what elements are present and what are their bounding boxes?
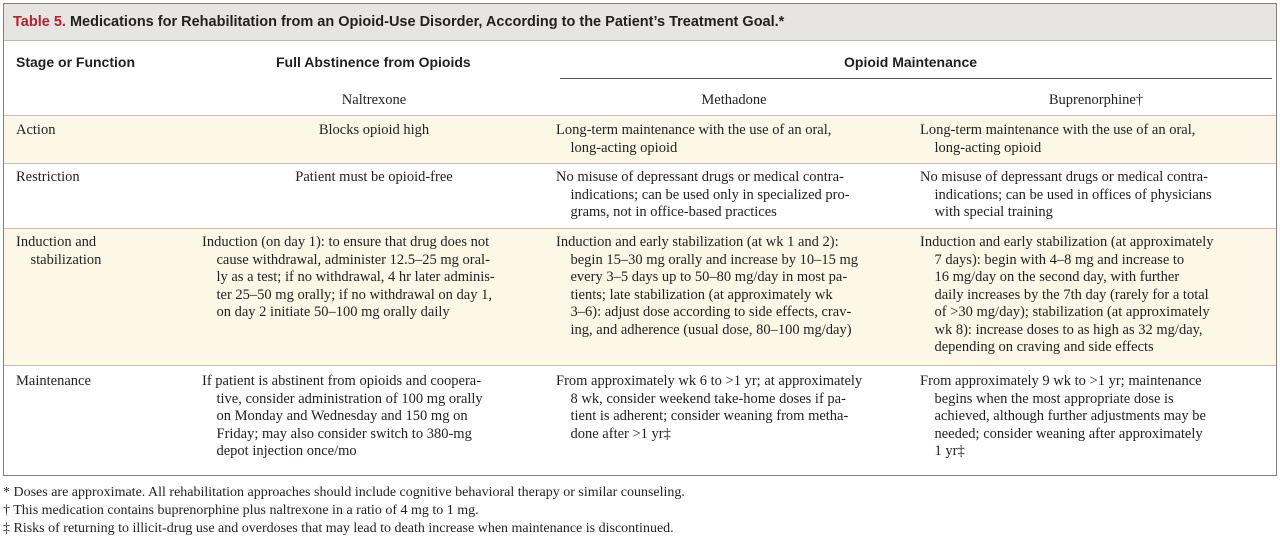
- cell-restriction-buprenorphine: No misuse of depressant drugs or medical contra- indications; can be used in offices of physicians with special training: [920, 169, 1212, 220]
- header-naltrexone: Naltrexone: [341, 92, 407, 108]
- row-stage-induction: Induction and stabilization: [16, 234, 102, 268]
- footnote-risks: ‡ Risks of returning to illicit-drug use and overdoses that may lead to death increase when maintenance is discontinued.: [3, 520, 674, 536]
- footnote-buprenorphine: † This medication contains buprenorphine plus naltrexone in a ratio of 4 mg to 1 mg.: [3, 502, 479, 518]
- cell-maintenance-buprenorphine: From approximately 9 wk to >1 yr; maintenance begins when the most appropriate dose is achieved, although further adjustments may be needed; consider weaning after approximately 1 yr‡: [920, 373, 1206, 459]
- cell-restriction-methadone: No misuse of depressant drugs or medical contra- indications; can be used only in specialized pro- grams, not in office-based practices: [556, 169, 850, 220]
- row-stage-maintenance: Maintenance: [16, 373, 91, 389]
- cell-induction-naltrexone: Induction (on day 1): to ensure that drug does not cause withdrawal, administer 12.5–25 mg oral- ly as a test; if no withdrawal, 4 hr later adminis- ter 25–50 mg orally; if no withdrawal on day 1, on day 2 initiate 50–100 mg orally daily: [202, 234, 495, 320]
- header-methadone: Methadone: [701, 92, 767, 108]
- cell-induction-buprenorphine: Induction and early stabilization (at approximately 7 days): begin with 4–8 mg and increase to 16 mg/day on the second day, with further daily increases by the 7th day (rarely for a total of >30 mg/day); stabilization (at approximately wk 8): increase doses to as high as 32 mg/day, depending on craving and side effects: [920, 234, 1214, 355]
- header-buprenorphine: Buprenorphine†: [1048, 92, 1144, 108]
- cell-action-methadone: Long-term maintenance with the use of an oral, long-acting opioid: [556, 122, 832, 156]
- cell-action-naltrexone: Blocks opioid high: [318, 122, 430, 138]
- row-divider: [4, 163, 1276, 164]
- row-stage-action: Action: [16, 122, 56, 138]
- cell-action-buprenorphine: Long-term maintenance with the use of an oral, long-acting opioid: [920, 122, 1196, 156]
- row-divider: [4, 365, 1276, 366]
- table-label: Table 5.: [13, 14, 66, 30]
- table-caption: Medications for Rehabilitation from an Opioid-Use Disorder, According to the Patient’s Treatment Goal.*: [65, 14, 785, 30]
- row-stage-restriction: Restriction: [16, 169, 80, 185]
- header-opioid-maintenance: Opioid Maintenance: [844, 54, 978, 70]
- header-full-abstinence: Full Abstinence from Opioids: [276, 54, 471, 70]
- cell-restriction-naltrexone: Patient must be opioid-free: [295, 169, 453, 185]
- cell-maintenance-methadone: From approximately wk 6 to >1 yr; at approximately 8 wk, consider weekend take-home doses if pa- tient is adherent; consider weaning from metha- done after >1 yr‡: [556, 373, 863, 442]
- medication-table: [3, 3, 1277, 476]
- table-title: [4, 4, 1276, 41]
- header-stage: Stage or Function: [16, 54, 135, 70]
- footnotes: [3, 484, 1273, 537]
- header-span-rule: [560, 78, 1272, 79]
- cell-maintenance-naltrexone: If patient is abstinent from opioids and coopera- tive, consider administration of 100 mg orally on Monday and Wednesday and 150 mg on Friday; may also consider switch to 380-mg depot injection once/mo: [202, 373, 483, 459]
- cell-induction-methadone: Induction and early stabilization (at wk 1 and 2): begin 15–30 mg orally and increase by 10–15 mg every 3–5 days up to 50–80 mg/day in most pa- tients; late stabilization (at approximately wk 3–6): adjust dose according to side effects, crav- ing, and adherence (usual dose, 80–100 mg/day): [556, 234, 859, 338]
- footnote-doses: * Doses are approximate. All rehabilitation approaches should include cognitive behavioral therapy or similar counseling.: [3, 485, 685, 500]
